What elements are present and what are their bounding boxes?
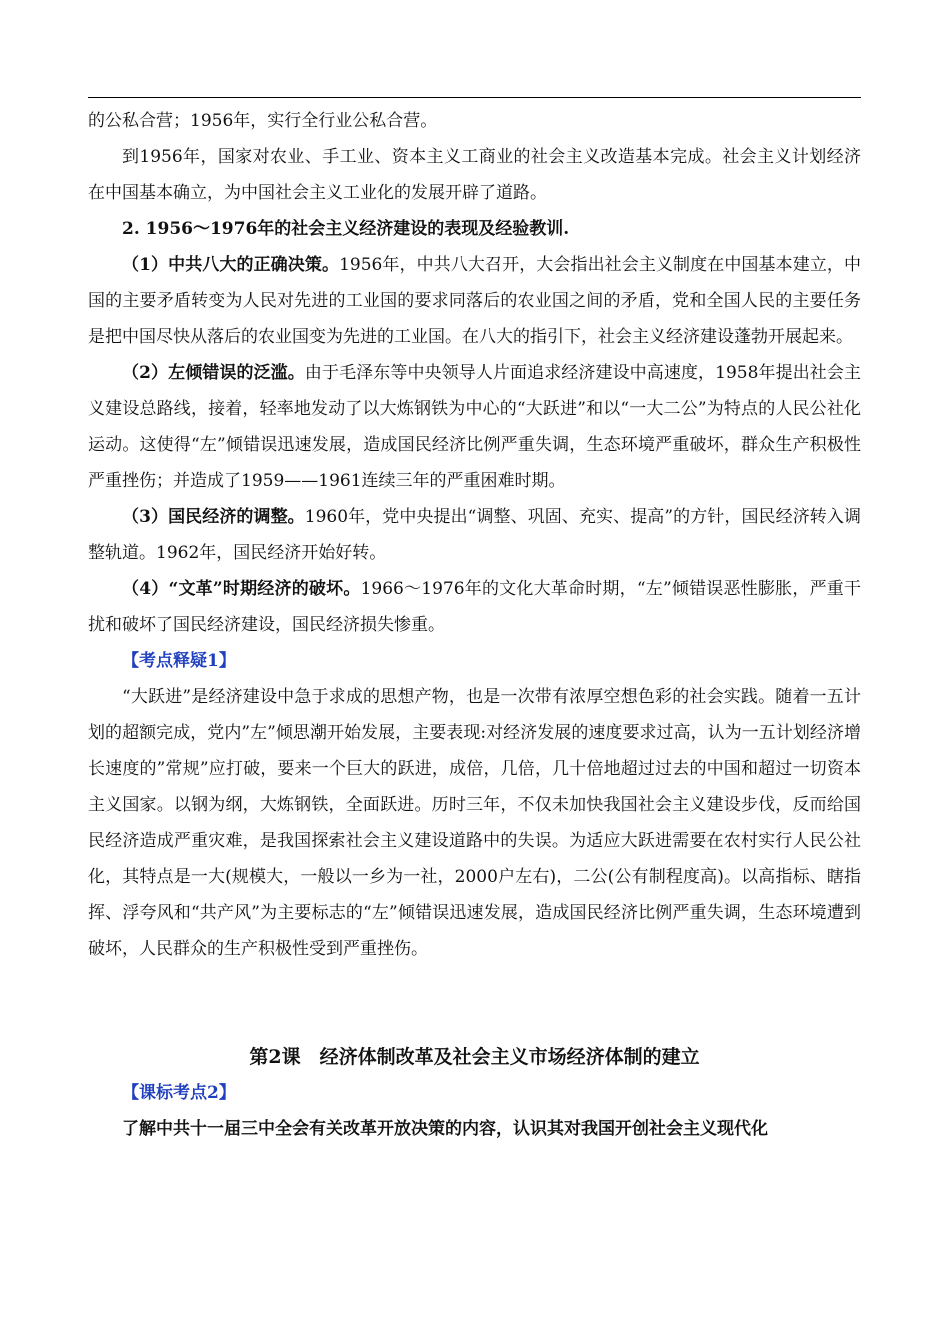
item-4	[88, 571, 861, 643]
item-4-body: 1966～1976年的文化大革命时期，“左”倾错误恶性膨胀，严重干扰和破坏了国民经济建设，国民经济损失惨重。	[88, 579, 861, 635]
standard-tag: 【课标考点2】	[122, 1083, 236, 1103]
section-gap	[88, 967, 861, 1039]
item-2	[88, 355, 861, 499]
item-3-body: 1960年，党中央提出“调整、巩固、充实、提高”的方针，国民经济转入调整轨道。1962年，国民经济开始好转。	[88, 507, 861, 563]
item-1	[88, 247, 861, 355]
standard-tag-line	[88, 1075, 861, 1111]
item-1-body: 1956年，中共八大召开，大会指出社会主义制度在中国基本建立，中国的主要矛盾转变为人民对先进的工业国的要求同落后的农业国之间的矛盾，党和全国人民的主要任务是把中国尽快从落后的农业国变为先进的工业国。在八大的指引下，社会主义经济建设蓬勃开展起来。	[88, 255, 862, 347]
item-3-lead: （3）国民经济的调整。	[122, 507, 305, 527]
note-tag-line	[88, 643, 861, 679]
intro-line: 的公私合营；1956年，实行全行业公私合营。	[88, 111, 438, 131]
section-2-title: 2. 1956～1976年的社会主义经济建设的表现及经验教训.	[122, 219, 570, 239]
page-content	[88, 103, 861, 1147]
standard-line: 了解中共十一届三中全会有关改革开放决策的内容，认识其对我国开创社会主义现代化	[122, 1119, 768, 1139]
paragraph-1956: 到1956年，国家对农业、手工业、资本主义工商业的社会主义改造基本完成。社会主义计划经济在中国基本确立，为中国社会主义工业化的发展开辟了道路。	[88, 147, 861, 203]
item-2-body: 由于毛泽东等中央领导人片面追求经济建设中高速度，1958年提出社会主义建设总路线，接着，轻率地发动了以大炼钢铁为中心的“大跃进”和以“一大二公”为特点的人民公社化运动。这使得“左”倾错误迅速发展，造成国民经济比例严重失调，生态环境严重破坏，群众生产积极性严重挫伤；并造成了1959——1961连续三年的严重困难时期。	[88, 363, 861, 491]
note-tag: 【考点释疑1】	[122, 651, 236, 671]
lesson-title: 第2课 经济体制改革及社会主义市场经济体制的建立	[249, 1046, 700, 1068]
item-1-lead: （1）中共八大的正确决策。	[122, 255, 340, 275]
note-body: “大跃进”是经济建设中急于求成的思想产物，也是一次带有浓厚空想色彩的社会实践。随着一五计划的超额完成，党内”左”倾思潮开始发展，主要表现:对经济发展的速度要求过高，认为一五计划经济增长速度的”常规”应打破，要来一个巨大的跃进，成倍，几倍，几十倍地超过过去的中国和超过一切资本主义国家。以钢为纲，大炼钢铁，全面跃进。历时三年，不仅未加快我国社会主义建设步伐，反而给国民经济造成严重灾难，是我国探索社会主义建设道路中的失误。为适应大跃进需要在农村实行人民公社化，其特点是一大(规模大，一般以一乡为一社，2000户左右)，二公(公有制程度高)。以高指标、瞎指挥、浮夸风和“共产风”为主要标志的“左”倾错误迅速发展，造成国民经济比例严重失调，生态环境遭到破坏，人民群众的生产积极性受到严重挫伤。	[88, 687, 861, 959]
item-2-lead: （2）左倾错误的泛滥。	[122, 363, 305, 383]
item-4-lead: （4）“文革”时期经济的破坏。	[122, 579, 361, 599]
header-rule	[88, 97, 861, 98]
item-3	[88, 499, 861, 571]
